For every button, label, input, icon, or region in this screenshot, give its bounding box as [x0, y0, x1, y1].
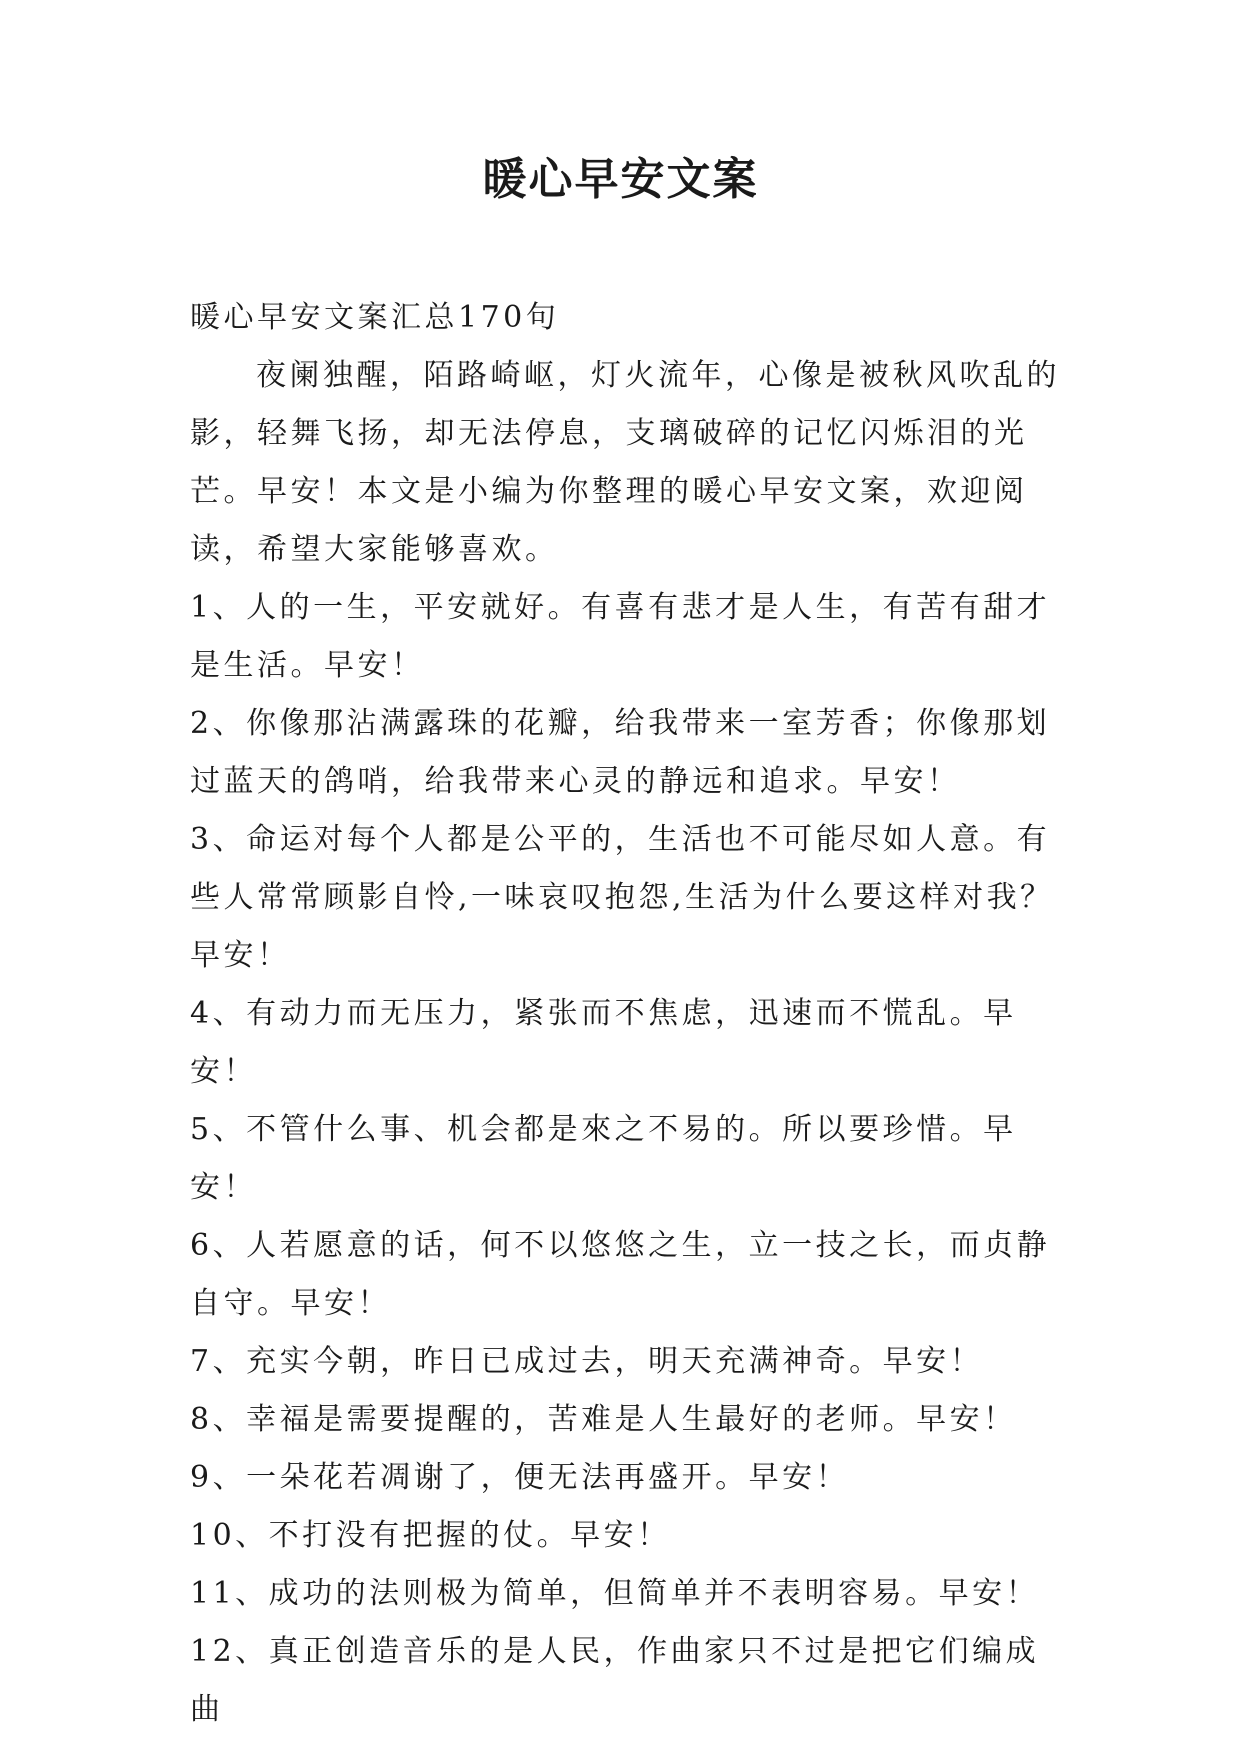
list-item: 8、幸福是需要提醒的，苦难是人生最好的老师。早安！ [190, 1402, 1017, 1437]
list-item: 9、一朵花若凋谢了，便无法再盛开。早安！ [190, 1460, 850, 1495]
intro-paragraph: 夜阑独醒，陌路崎岖，灯火流年，心像是被秋风吹乱的影，轻舞飞扬，却无法停息，支璃破碎的记忆闪烁泪的光芒。早安！本文是小编为你整理的暖心早安文案，欢迎阅读，希望大家能够喜欢。 [190, 358, 1060, 567]
document-subtitle: 暖心早安文案汇总170句 [190, 300, 560, 335]
list-item: 4、有动力而无压力，紧张而不焦虑，迅速而不慌乱。早安！ [190, 996, 1017, 1089]
list-item: 10、不打没有把握的仗。早安！ [190, 1518, 671, 1553]
document-body [190, 289, 1070, 1739]
document-title: 暖心早安文案 [482, 154, 759, 205]
list-item: 6、人若愿意的话，何不以悠悠之生，立一技之长，而贞静自守。早安！ [190, 1228, 1051, 1321]
list-item: 5、不管什么事、机会都是來之不易的。所以要珍惜。早安！ [190, 1112, 1017, 1205]
list-item: 2、你像那沾满露珠的花瓣，给我带来一室芳香；你像那划过蓝天的鸽哨，给我带来心灵的静远和追求。早安！ [190, 706, 1051, 799]
list-item: 1、人的一生，平安就好。有喜有悲才是人生，有苦有甜才是生活。早安！ [190, 590, 1051, 683]
list-item: 3、命运对每个人都是公平的，生活也不可能尽如人意。有些人常常顾影自怜,一味哀叹抱怨,生活为什么要这样对我？早安！ [190, 822, 1054, 973]
list-item: 7、充实今朝，昨日已成过去，明天充满神奇。早安！ [190, 1344, 984, 1379]
list-item: 12、真正创造音乐的是人民，作曲家只不过是把它们编成曲 [190, 1634, 1040, 1727]
list-item: 11、成功的法则极为简单，但简单并不表明容易。早安！ [190, 1576, 1040, 1611]
